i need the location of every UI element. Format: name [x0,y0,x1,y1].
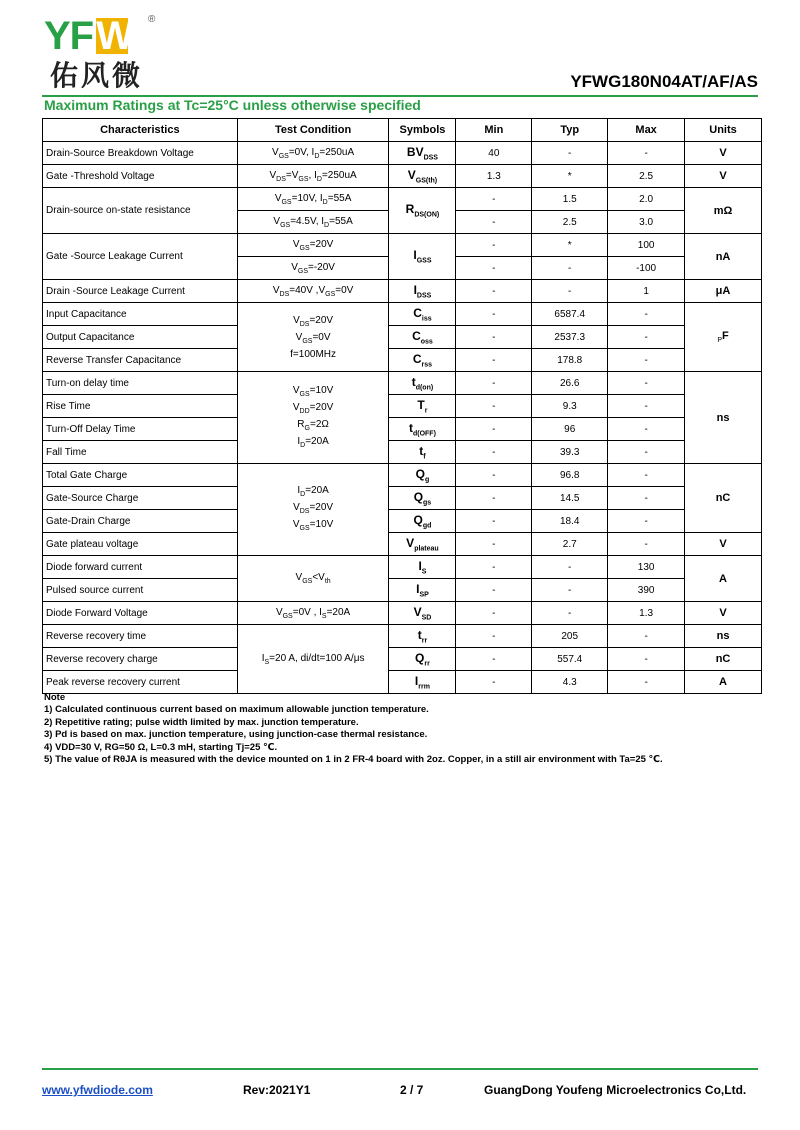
cell-min: - [456,533,532,556]
cell-min: - [456,441,532,464]
cell-symbol: $t_{rr}$ [389,625,456,648]
cell-min: - [456,671,532,694]
cell-symbol: $V_{plateau}$ [389,533,456,556]
cell-max: 390 [608,579,685,602]
cell-characteristic: Pulsed source current [43,579,238,602]
cell-symbol: $Q_{gs}$ [389,487,456,510]
cell-symbol: $I_{SP}$ [389,579,456,602]
cell-max: - [608,326,685,349]
cell-unit: nC [685,648,762,671]
cell-max: - [608,418,685,441]
table-row [43,464,762,487]
page-number: 2 / 7 [400,1083,424,1097]
header-typ: Typ [532,119,608,142]
cell-characteristic: Reverse recovery time [43,625,238,648]
cell-min: - [456,326,532,349]
cell-min: - [456,280,532,303]
cell-characteristic: Reverse recovery charge [43,648,238,671]
cell-max: - [608,395,685,418]
cell-typ: 2.7 [532,533,608,556]
cell-symbol: $C_{rss}$ [389,349,456,372]
cell-max: 3.0 [608,211,685,234]
table-row [43,280,762,303]
cell-min: - [456,257,532,280]
company-name: GuangDong Youfeng Microelectronics Co,Ltd. [484,1083,747,1097]
cell-characteristic: Peak reverse recovery current [43,671,238,694]
cell-min: - [456,648,532,671]
cell-symbol: $t_f$ [389,441,456,464]
cell-max: - [608,464,685,487]
cell-min: - [456,625,532,648]
cell-symbol: $I_S$ [389,556,456,579]
cell-typ: 26.6 [532,372,608,395]
table-row [43,510,762,533]
cell-unit: V [685,533,762,556]
cell-unit: A [685,556,762,602]
cell-max: - [608,625,685,648]
cell-characteristic: Drain-source on-state resistance [43,188,238,234]
cell-min: - [456,487,532,510]
cell-min: - [456,234,532,257]
cell-condition: $I_D=20A$ $V_{DS}=20V$ $V_{GS}=10V$ [237,464,389,556]
section-title: Maximum Ratings at Tc=25°C unless otherwise specified [44,97,421,113]
table-row [43,671,762,694]
cell-min: - [456,303,532,326]
cell-typ: 18.4 [532,510,608,533]
table-row [43,142,762,165]
cell-max: 1 [608,280,685,303]
cell-unit: μA [685,280,762,303]
cell-min: - [456,349,532,372]
cell-symbol: $C_{iss}$ [389,303,456,326]
cell-max: 2.0 [608,188,685,211]
cell-unit: ns [685,372,762,464]
cell-characteristic: Turn-on delay time [43,372,238,395]
cell-characteristic: Fall Time [43,441,238,464]
cell-unit: V [685,602,762,625]
cell-symbol: $BV_{DSS}$ [389,142,456,165]
cell-min: - [456,211,532,234]
header-characteristics: Characteristics [43,119,238,142]
cell-characteristic: Gate-Source Charge [43,487,238,510]
cell-unit: V [685,142,762,165]
header-symbols: Symbols [389,119,456,142]
cell-max: - [608,510,685,533]
cell-max: - [608,441,685,464]
cell-symbol: $V_{GS(th)}$ [389,165,456,188]
cell-typ: 1.5 [532,188,608,211]
note-item: 3) Pd is based on max. junction temperature, using junction-case thermal resistance. [44,729,428,741]
cell-max: 100 [608,234,685,257]
electrical-characteristics-table [42,118,762,694]
cell-characteristic: Diode forward current [43,556,238,579]
table-row [43,556,762,579]
footer-divider [42,1068,758,1070]
revision-label: Rev:2021Y1 [243,1083,311,1097]
cell-symbol: $Q_g$ [389,464,456,487]
cell-max: - [608,533,685,556]
cell-condition: $V_{GS}=10V$ $V_{DD}=20V$ $R_G=2\Omega$ $I_D=20A$ [237,372,389,464]
cell-max: 1.3 [608,602,685,625]
table-row [43,602,762,625]
cell-typ: 96 [532,418,608,441]
table-row [43,487,762,510]
cell-typ: * [532,165,608,188]
cell-condition: $V_{GS}=-20V$ [237,257,389,280]
cell-unit: nA [685,234,762,280]
table-row [43,188,762,211]
cell-symbol: $t_{d(OFF)}$ [389,418,456,441]
cell-symbol: $t_{d(on)}$ [389,372,456,395]
website-link[interactable]: www.yfwdiode.com [42,1083,153,1097]
cell-condition: $V_{GS}=10V$, $I_D=55A$ [237,188,389,211]
cell-max: 2.5 [608,165,685,188]
cell-min: - [456,395,532,418]
cell-typ: 39.3 [532,441,608,464]
header-min: Min [456,119,532,142]
cell-symbol: $Q_{rr}$ [389,648,456,671]
cell-condition: $I_S=20$ A, di/dt=100 A/μs [237,625,389,694]
cell-typ: 4.3 [532,671,608,694]
cell-characteristic: Rise Time [43,395,238,418]
cell-characteristic: Diode Forward Voltage [43,602,238,625]
cell-min: 1.3 [456,165,532,188]
notes-title: Note [44,692,66,703]
cell-condition: $V_{GS}=0V$, $I_D=250uA$ [237,142,389,165]
cell-symbol: $V_{SD}$ [389,602,456,625]
cell-characteristic: Total Gate Charge [43,464,238,487]
table-row [43,441,762,464]
registered-mark: ® [148,14,156,25]
cell-max: 130 [608,556,685,579]
cell-condition: $V_{DS}=40V$ $,V_{GS}=0V$ [237,280,389,303]
cell-symbol: $I_{rrm}$ [389,671,456,694]
cell-max: - [608,487,685,510]
cell-max: - [608,303,685,326]
cell-characteristic: Reverse Transfer Capacitance [43,349,238,372]
cell-symbol: $C_{oss}$ [389,326,456,349]
cell-symbol: $Q_{gd}$ [389,510,456,533]
cell-condition: $V_{GS}<V_{th}$ [237,556,389,602]
cell-characteristic: Drain -Source Leakage Current [43,280,238,303]
cell-unit: mΩ [685,188,762,234]
cell-symbol: $R_{DS(ON)}$ [389,188,456,234]
table-row [43,625,762,648]
cell-characteristic: Gate-Drain Charge [43,510,238,533]
cell-unit: nC [685,464,762,533]
table-row [43,418,762,441]
cell-typ: 9.3 [532,395,608,418]
cell-symbol: $I_{DSS}$ [389,280,456,303]
table-row [43,648,762,671]
cell-typ: * [532,234,608,257]
cell-symbol: $I_{GSS}$ [389,234,456,280]
table-row [43,579,762,602]
table-header-row [43,119,762,142]
note-item: 4) VDD=30 V, RG=50 Ω, L=0.3 mH, starting Tj=25 ℃. [44,741,278,753]
cell-symbol: $T_r$ [389,395,456,418]
cell-typ: - [532,556,608,579]
cell-characteristic: Gate -Source Leakage Current [43,234,238,280]
cell-min: - [456,372,532,395]
table-row [43,533,762,556]
cell-min: - [456,188,532,211]
cell-typ: 14.5 [532,487,608,510]
cell-condition: $V_{DS}=V_{GS}$, $I_D=250uA$ [237,165,389,188]
table-row [43,372,762,395]
cell-characteristic: Drain-Source Breakdown Voltage [43,142,238,165]
table-row [43,234,762,257]
cell-unit: ns [685,625,762,648]
cell-typ: - [532,579,608,602]
header-units: Units [685,119,762,142]
cell-characteristic: Turn-Off Delay Time [43,418,238,441]
cell-typ: 2537.3 [532,326,608,349]
logo-chinese-name: 佑风微 [50,59,144,92]
cell-characteristic: Gate plateau voltage [43,533,238,556]
logo-w-badge: W [96,14,133,58]
note-item: 1) Calculated continuous current based on maximum allowable junction temperature. [44,704,429,716]
cell-characteristic: Input Capacitance [43,303,238,326]
table-row [43,303,762,326]
cell-typ: 6587.4 [532,303,608,326]
cell-max: -100 [608,257,685,280]
company-logo [44,14,164,96]
cell-max: - [608,648,685,671]
cell-typ: 2.5 [532,211,608,234]
cell-min: - [456,602,532,625]
cell-typ: - [532,602,608,625]
cell-typ: 557.4 [532,648,608,671]
note-item: 2) Repetitive rating; pulse width limited by max. junction temperature. [44,716,359,728]
table-row [43,326,762,349]
header-test-condition: Test Condition [237,119,389,142]
logo-letters [44,14,133,58]
cell-max: - [608,671,685,694]
table-row [43,395,762,418]
cell-condition: $V_{GS}=20V$ [237,234,389,257]
cell-typ: 96.8 [532,464,608,487]
cell-max: - [608,142,685,165]
cell-condition: $V_{DS}=20V$ $V_{GS}=0V$ f=100MHz [237,303,389,372]
cell-min: - [456,510,532,533]
cell-min: 40 [456,142,532,165]
cell-min: - [456,556,532,579]
cell-condition: $V_{GS}=4.5V$, $I_D=55A$ [237,211,389,234]
cell-unit: A [685,671,762,694]
cell-condition: $V_{GS}=0V$ , $I_S=20A$ [237,602,389,625]
cell-characteristic: Gate -Threshold Voltage [43,165,238,188]
logo-text-yf: YF [44,14,94,58]
cell-unit: $_P$F [685,303,762,372]
cell-typ: - [532,280,608,303]
cell-typ: - [532,142,608,165]
table-row [43,165,762,188]
cell-typ: 178.8 [532,349,608,372]
cell-max: - [608,372,685,395]
cell-max: - [608,349,685,372]
header-max: Max [608,119,685,142]
notes-section [44,692,663,766]
cell-min: - [456,464,532,487]
table-row [43,349,762,372]
note-item: 5) The value of RθJA is measured with the device mounted on 1 in 2 FR-4 board with 2oz. Copper, in a still air environment with Ta=25 ℃. [44,754,663,766]
cell-min: - [456,418,532,441]
cell-unit: V [685,165,762,188]
cell-typ: - [532,257,608,280]
cell-typ: 205 [532,625,608,648]
cell-characteristic: Output Capacitance [43,326,238,349]
part-number: YFWG180N04AT/AF/AS [570,72,758,91]
cell-min: - [456,579,532,602]
